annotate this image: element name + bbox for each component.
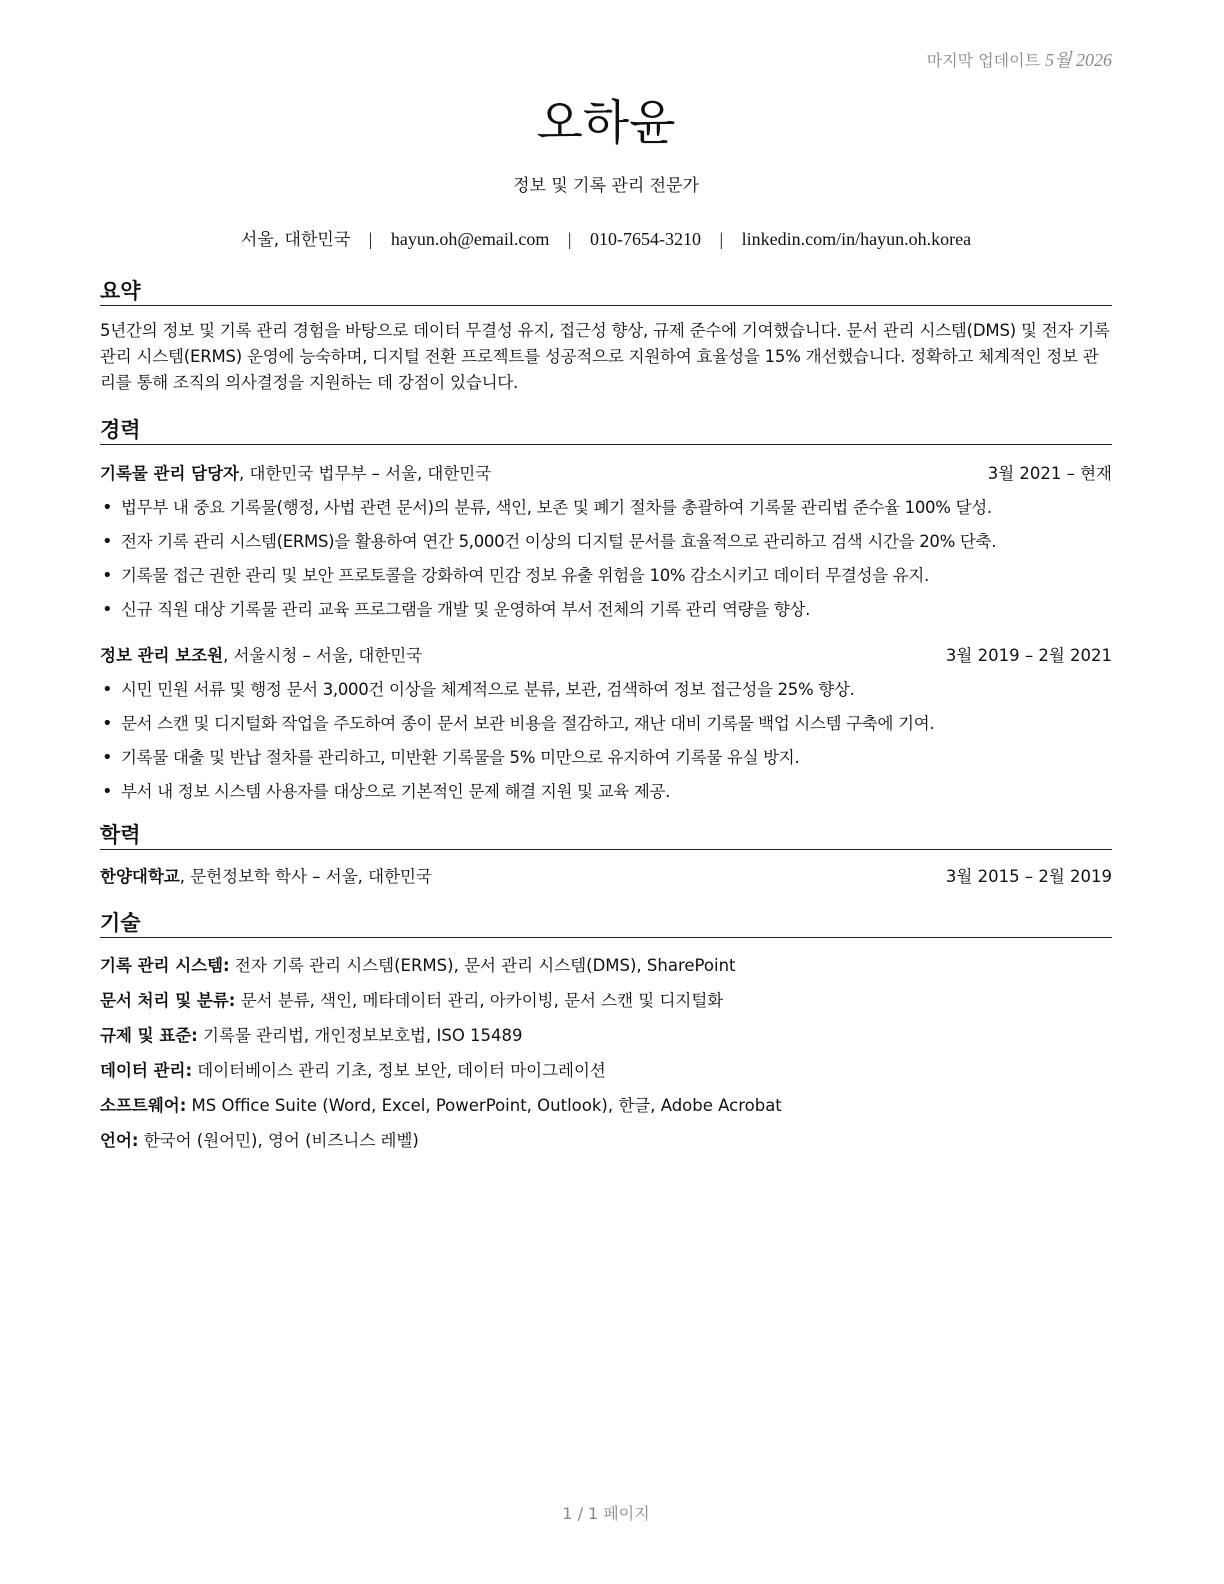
page-indicator: 1 / 1 페이지 — [562, 1504, 650, 1523]
summary-section — [100, 278, 1112, 396]
last-update-label: 마지막 업데이트 — [926, 51, 1041, 70]
skills-section — [100, 910, 1112, 1158]
contact-linkedin[interactable]: linkedin.com/in/hayun.oh.korea — [741, 229, 972, 249]
contact-location: 서울, 대한민국 — [240, 230, 351, 250]
bullet-item: • 신규 직원 대상 기록물 관리 교육 프로그램을 개발 및 운영하여 부서 전체의 기록 관리 역량을 향상. — [100, 593, 1112, 627]
contact-line — [100, 225, 1112, 250]
skill-line — [100, 1123, 1112, 1158]
bullet-item: • 기록물 접근 권한 관리 및 보안 프로토콜을 강화하여 민감 정보 유출 위험을 10% 감소시키고 데이터 무결성을 유지. — [100, 559, 1112, 593]
bullet-item: • 기록물 대출 및 반납 절차를 관리하고, 미반환 기록물을 5% 미만으로 유지하여 기록물 유실 방지. — [100, 741, 1112, 775]
contact-separator: | — [368, 229, 373, 249]
job-dates: 3월 2021 – 현재 — [987, 464, 1112, 483]
bullet-item: • 문서 스캔 및 디지털화 작업을 주도하여 종이 문서 보관 비용을 절감하고, 재난 대비 기록물 백업 시스템 구축에 기여. — [100, 707, 1112, 741]
job-header — [100, 643, 1112, 669]
bullet-item: • 시민 민원 서류 및 행정 문서 3,000건 이상을 체계적으로 분류, 보관, 검색하여 정보 접근성을 25% 향상. — [100, 673, 1112, 707]
skill-value: 전자 기록 관리 시스템(ERMS), 문서 관리 시스템(DMS), SharePoint — [229, 956, 736, 975]
skill-value: 기록물 관리법, 개인정보보호법, ISO 15489 — [197, 1026, 523, 1045]
last-update — [927, 46, 1112, 72]
last-update-date: 5월 2026 — [1045, 50, 1112, 70]
skill-line — [100, 1088, 1112, 1123]
job-org: , 서울시청 – 서울, 대한민국 — [223, 646, 423, 665]
education-entry — [100, 864, 1112, 890]
contact-separator: | — [719, 229, 724, 249]
skill-line — [100, 1018, 1112, 1053]
skill-value: MS Office Suite (Word, Excel, PowerPoint, Outlook), 한글, Adobe Acrobat — [186, 1096, 782, 1115]
skill-label: 데이터 관리: — [100, 1061, 193, 1080]
contact-separator: | — [567, 229, 572, 249]
bullet-item: • 전자 기록 관리 시스템(ERMS)을 활용하여 연간 5,000건 이상의 디지털 문서를 효율적으로 관리하고 검색 시간을 20% 단축. — [100, 525, 1112, 559]
education-school: 한양대학교 — [100, 867, 180, 886]
job-entry — [100, 643, 1112, 809]
job-role: 정보 관리 보조원 — [100, 646, 224, 665]
job-entry — [100, 461, 1112, 627]
skills-list — [100, 948, 1112, 1158]
contact-email[interactable]: hayun.oh@email.com — [390, 229, 550, 249]
skill-label: 기록 관리 시스템: — [100, 956, 230, 975]
section-title-experience: 경력 — [100, 417, 1112, 445]
skill-label: 문서 처리 및 분류: — [100, 991, 236, 1010]
skill-line — [100, 983, 1112, 1018]
job-bullets — [100, 673, 1112, 809]
skill-label: 규제 및 표준: — [100, 1026, 198, 1045]
resume-page — [100, 0, 1112, 1584]
skill-value: 데이터베이스 관리 기초, 정보 보안, 데이터 마이그레이션 — [192, 1061, 606, 1080]
job-dates: 3월 2019 – 2월 2021 — [945, 646, 1112, 665]
skill-line — [100, 948, 1112, 983]
bullet-item: • 부서 내 정보 시스템 사용자를 대상으로 기본적인 문제 해결 지원 및 교육 제공. — [100, 775, 1112, 809]
skill-value: 한국어 (원어민), 영어 (비즈니스 레벨) — [138, 1131, 419, 1150]
job-role: 기록물 관리 담당자 — [100, 464, 240, 483]
job-header — [100, 461, 1112, 487]
experience-section — [100, 417, 1112, 809]
candidate-name: 오하윤 — [536, 95, 676, 151]
summary-text: 5년간의 정보 및 기록 관리 경험을 바탕으로 데이터 무결성 유지, 접근성 향상, 규제 준수에 기여했습니다. 문서 관리 시스템(DMS) 및 전자 기록 관리 시스템(ERMS) 운영에 능숙하며, 디지털 전환 프로젝트를 성공적으로 지원하여 효율성을 15% 개선했습니다. 정확하고 체계적인 정보 관리를 통해 조직의 의사결정을 지원하는 데 강점이 있습니다. — [100, 321, 1110, 392]
education-section — [100, 822, 1112, 890]
job-bullets — [100, 491, 1112, 627]
skill-line — [100, 1053, 1112, 1088]
bullet-item: • 법무부 내 중요 기록물(행정, 사법 관련 문서)의 분류, 색인, 보존 및 폐기 절차를 총괄하여 기록물 관리법 준수율 100% 달성. — [100, 491, 1112, 525]
contact-phone[interactable]: 010-7654-3210 — [590, 229, 702, 249]
education-dates: 3월 2015 – 2월 2019 — [945, 867, 1112, 886]
section-title-summary: 요약 — [100, 278, 1112, 306]
skill-label: 언어: — [100, 1131, 139, 1150]
skill-value: 문서 분류, 색인, 메타데이터 관리, 아카이빙, 문서 스캔 및 디지털화 — [235, 991, 724, 1010]
section-title-skills: 기술 — [100, 910, 1112, 938]
education-detail: , 문헌정보학 학사 – 서울, 대한민국 — [179, 867, 432, 886]
job-org: , 대한민국 법무부 – 서울, 대한민국 — [239, 464, 492, 483]
candidate-headline: 정보 및 기록 관리 전문가 — [513, 176, 699, 196]
skill-label: 소프트웨어: — [100, 1096, 187, 1115]
section-title-education: 학력 — [100, 822, 1112, 850]
